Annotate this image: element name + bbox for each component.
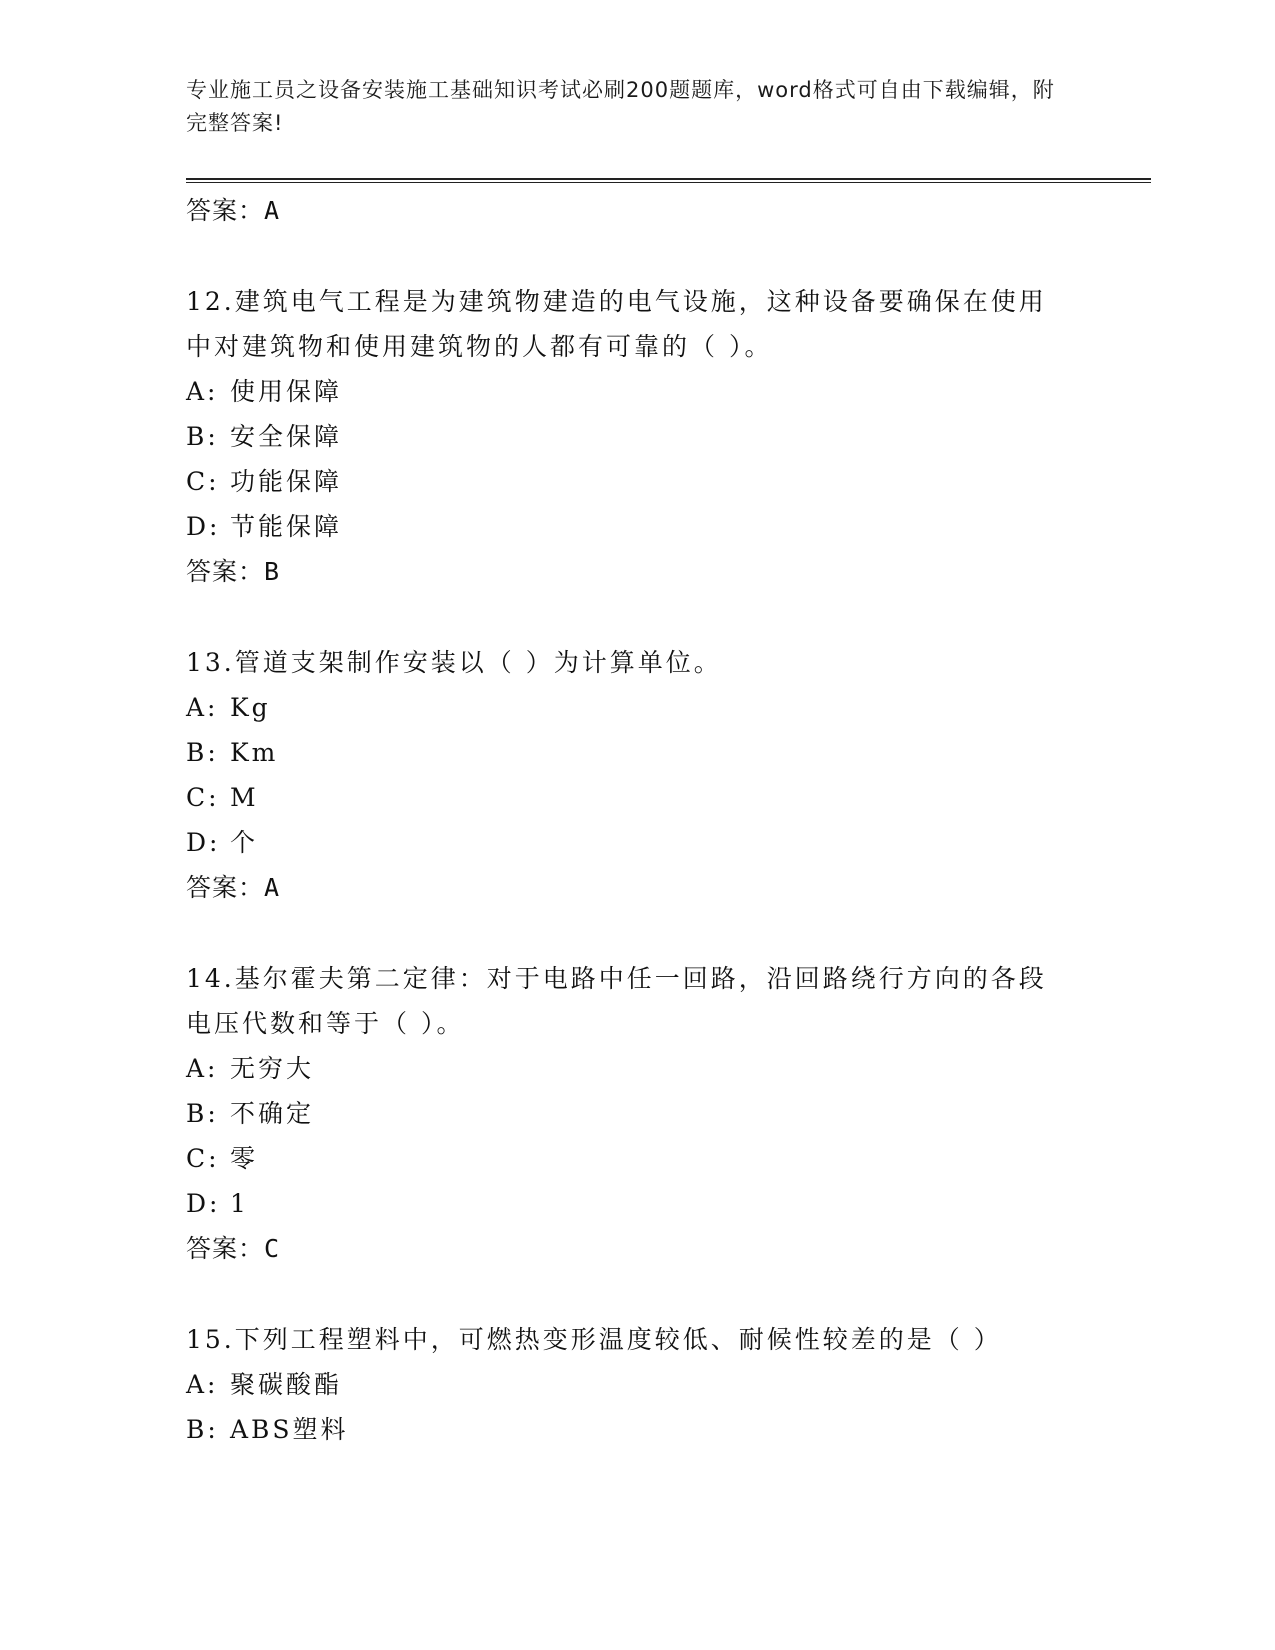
- option-d: [186, 504, 1086, 549]
- option-text: 节能保障: [230, 512, 343, 541]
- option-letter: B:: [186, 422, 219, 451]
- spacer: [186, 233, 1086, 279]
- question-block: [186, 956, 1086, 1046]
- option-text: 个: [230, 828, 259, 857]
- option-letter: B:: [186, 738, 219, 767]
- option-text: Kg: [230, 693, 271, 722]
- option-text: Km: [230, 738, 279, 767]
- option-a: [186, 1046, 1086, 1091]
- option-text: 聚碳酸酯: [230, 1370, 343, 1399]
- option-c: [186, 775, 1086, 820]
- option-d: [186, 1181, 1086, 1226]
- option-text: 安全保障: [230, 422, 343, 451]
- option-a: [186, 369, 1086, 414]
- page-header: 专业施工员之设备安装施工基础知识考试必刷200题题库，word格式可自由下载编辑，附完整答案!: [186, 78, 1055, 135]
- question-text: 13.管道支架制作安装以（ ）为计算单位。: [186, 648, 722, 677]
- option-letter: C:: [186, 783, 220, 812]
- option-letter: D:: [186, 1189, 221, 1218]
- answer-value: A: [264, 196, 281, 225]
- option-letter: D:: [186, 512, 221, 541]
- answer-line: [186, 865, 1086, 910]
- option-c: [186, 459, 1086, 504]
- option-text: 不确定: [230, 1099, 315, 1128]
- option-letter: A:: [186, 377, 219, 406]
- option-letter: D:: [186, 828, 221, 857]
- option-b: [186, 414, 1086, 459]
- question-block: [186, 279, 1086, 369]
- question-block: [186, 1317, 1086, 1362]
- option-b: [186, 1407, 1086, 1452]
- option-a: [186, 1362, 1086, 1407]
- answer-value: A: [264, 873, 281, 902]
- option-text: 功能保障: [230, 467, 343, 496]
- answer-label: 答案：: [186, 196, 265, 225]
- option-letter: B:: [186, 1415, 219, 1444]
- option-text: 使用保障: [230, 377, 343, 406]
- option-text: 1: [230, 1189, 249, 1218]
- option-c: [186, 1136, 1086, 1181]
- option-letter: A:: [186, 1054, 219, 1083]
- option-text: ABS塑料: [230, 1415, 349, 1444]
- answer-line: [186, 1226, 1086, 1271]
- answer-line: [186, 549, 1086, 594]
- option-letter: A:: [186, 1370, 219, 1399]
- answer-label: 答案：: [186, 557, 265, 586]
- answer-value: B: [264, 557, 281, 586]
- question-list: [186, 188, 1086, 1452]
- question-text: 12.建筑电气工程是为建筑物建造的电气设施，这种设备要确保在使用中对建筑物和使用建筑物的人都有可靠的（ ）。: [186, 287, 1047, 361]
- spacer: [186, 594, 1086, 640]
- option-text: 无穷大: [230, 1054, 315, 1083]
- option-text: M: [230, 783, 259, 812]
- answer-label: 答案：: [186, 1234, 265, 1263]
- question-text: 14.基尔霍夫第二定律：对于电路中任一回路，沿回路绕行方向的各段电压代数和等于（ ）。: [186, 964, 1047, 1038]
- spacer: [186, 910, 1086, 956]
- option-letter: A:: [186, 693, 219, 722]
- question-text: 15.下列工程塑料中，可燃热变形温度较低、耐候性较差的是（ ）: [186, 1325, 1002, 1354]
- header-divider: [186, 178, 1151, 183]
- question-block: [186, 640, 1086, 685]
- option-letter: B:: [186, 1099, 219, 1128]
- option-b: [186, 1091, 1086, 1136]
- option-letter: C:: [186, 1144, 220, 1173]
- option-text: 零: [230, 1144, 259, 1173]
- option-letter: C:: [186, 467, 220, 496]
- spacer: [186, 1271, 1086, 1317]
- answer-label: 答案：: [186, 873, 265, 902]
- option-a: [186, 685, 1086, 730]
- answer-value: C: [264, 1234, 281, 1263]
- option-b: [186, 730, 1086, 775]
- option-d: [186, 820, 1086, 865]
- answer-line: [186, 188, 1086, 233]
